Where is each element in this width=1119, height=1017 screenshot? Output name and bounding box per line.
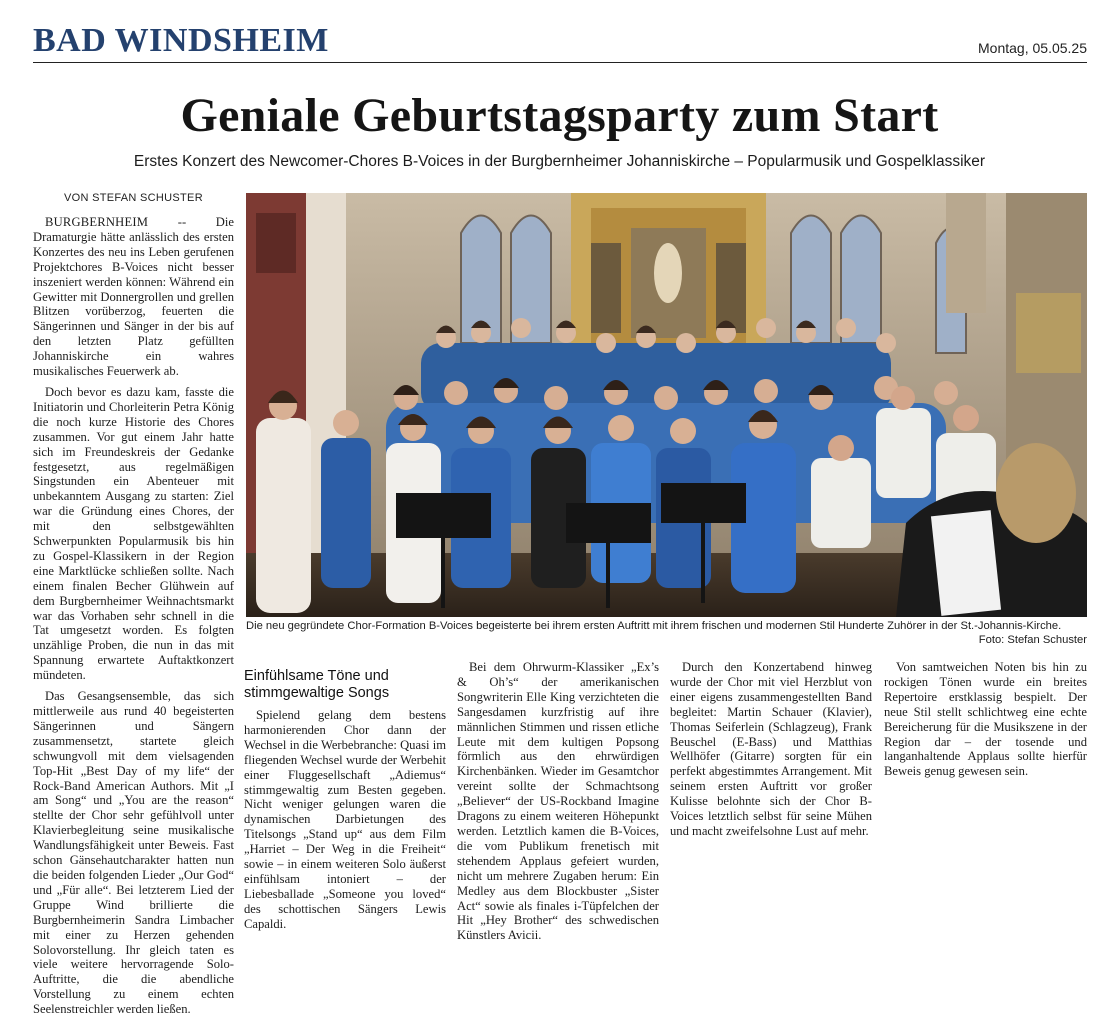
paragraph-repertoire: Von samtweichen Noten bis hin zu rockigen Tönen wurde ein breites Repertoire erstklassig bespielt. Der neue Stil stellt schlichtweg eine echte Bereicherung für die Musikszene in der Region dar – der tosende und langanhaltende Applaus sollte hierfür Beweis genug gewesen sein. [884,660,1087,779]
choir-photo [246,193,1087,617]
paragraph-ohrwurm: Bei dem Ohrwurm-Klassiker „Ex’s & Oh’s“ der amerikanischen Songwriterin Elle King verzichteten die Sangesdamen kurzfristig auf ihre männlichen Stimmen und rissen etliche Leute mit dem kultigen Popsong förmlich aus den ehrwürdigen Kirchenbänken. Wieder im Gesamtchor vereint sollte der Schmachtsong „Believer“ der US-Rockband Imagine Dragons zu einem weiteren Höhepunkt werden. Letztlich kamen die B-Voices, die vom Publikum frenetisch mit stehendem Applaus gefeiert wurden, nicht um mehrere Zugaben herum: Ein Medley aus dem Blockbuster „Sister Act“ sowie als finales i-Tüpfelchen der Hit „Hey Brother“ des schwedischen Künstlers Avicii. [457,660,659,943]
lead-text: -- Die Dramaturgie hätte anlässlich des ersten Konzertes des neu ins Leben gerufenen Projektchores B-Voices nicht besser inszeniert werden können: Während ein Gewitter mit Donnergrollen und grellen Blitzen vorüberzog, feuerten die Sängerinnen und Sänger in der bis auf den letzten Platz gefüllten Johanniskirche ein wahres musikalisches Feuerwerk ab. [33,215,234,379]
header-rule [33,62,1087,63]
dateline: BURGBERNHEIM [45,215,149,229]
masthead: BAD WINDSHEIM [33,22,329,59]
publication-date: Montag, 05.05.25 [978,40,1087,56]
byline: VON STEFAN SCHUSTER [64,192,203,204]
subhead: Einfühlsame Töne und stimmgewaltige Songs [244,668,390,701]
paragraph-band: Durch den Konzertabend hinweg wurde der Chor mit viel Herzblut von einer eigens zusammengestellten Band begleitet: Martin Schauer (Klavier), Thomas Seiferlein (Schlagzeug), Frank Beuschel (E-Bass) und Matthias Wellhöfer (Gitarre) sorgten für ein perfekt abgestimmtes Arrangement. Mit seinem ersten Auftritt vor großer Kulisse belohnte sich der Chor B-Voices letztlich selbst für seine Mühen und macht zweifelsohne Lust auf mehr. [670,660,872,838]
article-column-5 [884,660,1087,885]
article-column-2 [244,660,446,931]
paragraph-advertising: Spielend gelang dem bestens harmonierenden Chor dann der Wechsel in die Werbebranche: Quasi im fliegenden Wechsel wurde der Werbehit einer Fluggesellschaft „Adiemus“ stimmgewaltig zum Besten gegeben. Nicht weniger gelungen waren die dynamischen Darbietungen des Titelsongs „Stand up“ aus dem Film „Harriet – Der Weg in die Freiheit“ sowie – in einem weiteren Solo äußerst einfühlsam intoniert – der Liebesballade „Someone you loved“ des schottischen Sängers Lewis Capaldi. [244,708,446,931]
article-column-4 [670,660,872,885]
article-column-3 [457,660,659,943]
photo-credit: Foto: Stefan Schuster [978,634,1087,646]
article-column-1 [33,215,234,1017]
choir-photo-illustration [246,193,1087,617]
subheadline: Erstes Konzert des Newcomer-Chores B-Voices in der Burgbernheimer Johanniskirche – Popularmusik und Gospelklassiker [133,153,986,170]
paragraph-ensemble: Das Gesangsensemble, das sich mittlerweile aus rund 40 begeisterten Sängerinnen und Sängern zusammensetzt, startete gleich schwungvoll mit dem vielsagenden Top-Hit „Best Day of my life“ der Rock-Band American Authors. Mit „I am Song“ und „You are the reason“ stellte der Chor sehr gefühlvoll unter Klavierbegleitung seine musikalische Wandlungsfähigkeit unter Beweis. Fast schon Gänsehautcharakter hatten nun die beiden folgenden Lieder „Our God“ und „Für alle“. Bei letzterem Lied der Gruppe Wind brillierte die Burgbernheimerin Sandra Limbacher mit einer zu Herzen gehenden Solovorstellung. Ihr gleich taten es viele weitere hervorragende Solo-Auftritte, die die abendliche Vorstellung zu einem echten Seelenstreichler werden ließen. [33,689,234,1017]
paragraph-history: Doch bevor es dazu kam, fasste die Initiatorin und Chorleiterin Petra König die noch kurze Historie des Chores zusammen. Vor gut einem Jahr hatte sich im Freundeskreis der Gedanke festgesetzt, aus regelmäßigen Singstunden ein Abenteuer mit unbekanntem Ausgang zu starten: Ziel war die Gründung eines Chores, der mit den selbstgewählten Schwerpunkten Popularmusik bis hin zu Gospel-Klassikern in der Region eine Marktlücke schließen sollte. Nach einem finalen Becher Glühwein auf dem Burgbernheimer Weihnachtsmarkt war das Vorhaben sehr schnell in die Tat umgesetzt worden. Es folgten unzählige Proben, die nun in das mit Spannung erwartete Auftaktkonzert mündeten. [33,384,234,683]
photo-caption: Die neu gegründete Chor-Formation B-Voices begeisterte bei ihrem ersten Auftritt mit ihrem frischen und modernen Stil Hunderte Zuhörer in der St.-Johannis-Kirche. [246,620,1062,632]
lead-paragraph [33,215,234,379]
headline: Geniale Geburtstagsparty zum Start [180,89,939,142]
